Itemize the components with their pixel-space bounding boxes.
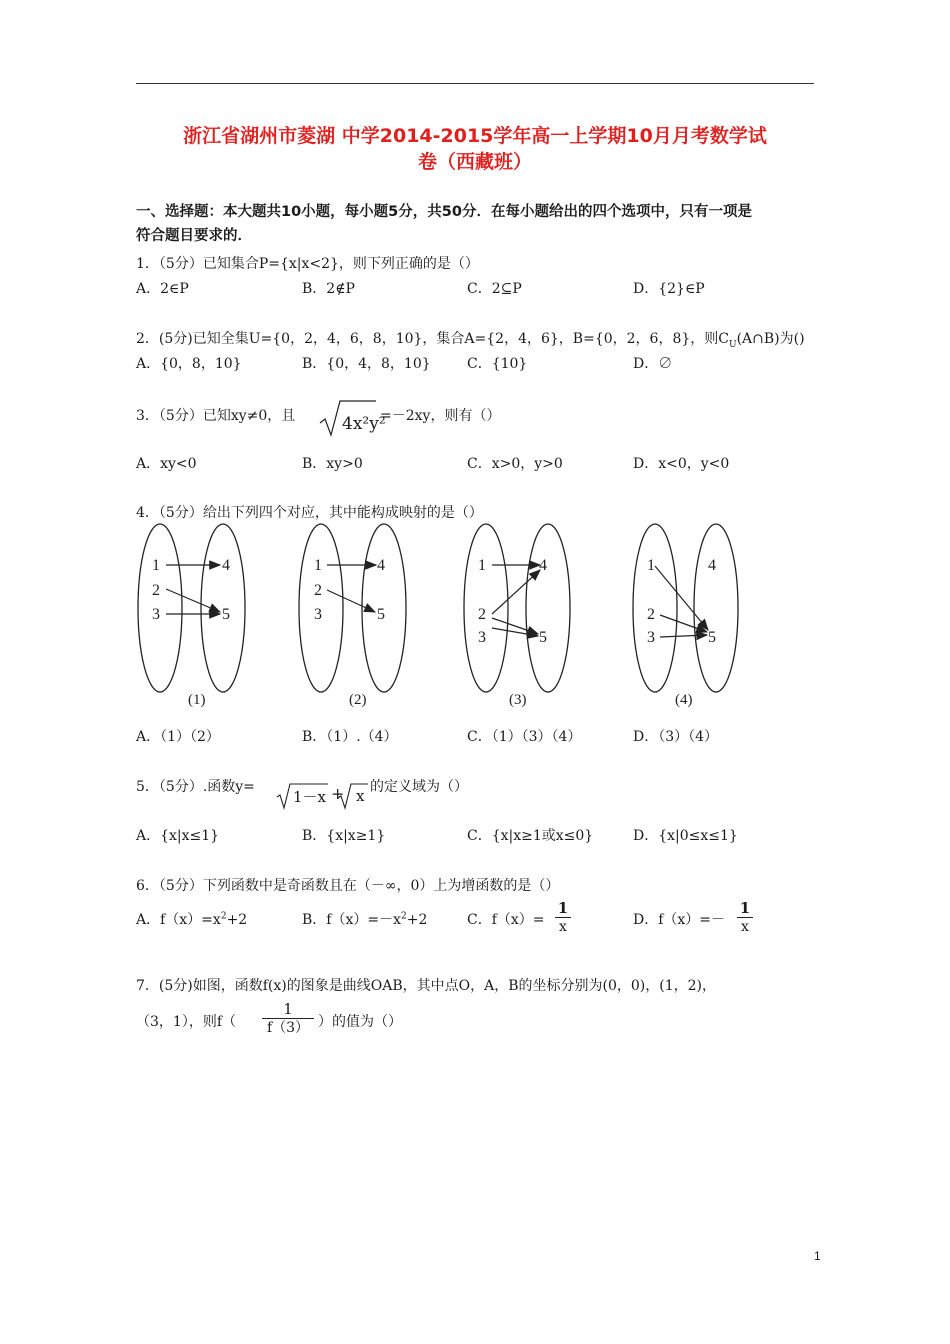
q2-option-a: A．{0，8，10}: [136, 356, 242, 372]
q1-option-a: A．2∈P: [136, 281, 189, 297]
q6-c-numerator: 1: [555, 899, 571, 918]
q5-radicand-1: 1－x: [293, 788, 327, 806]
d4-right-1: 4: [708, 557, 716, 574]
q7-stem-line-1: 7．(5分)如图，函数f(x)的图象是曲线OAB，其中点O，A，B的坐标分别为(0，0)，(1，2)，: [136, 978, 716, 994]
section-heading-line-2: 符合题目要求的．: [136, 228, 252, 244]
q5-stem-pre: 5．（5分）.函数y=: [136, 779, 255, 795]
q4-option-c: C．（1）（3）（4）: [467, 729, 582, 745]
q6-option-a: [136, 909, 247, 929]
d1-right-1: 4: [222, 557, 230, 574]
q6-option-d-fraction: [737, 899, 753, 936]
q6-option-c-pre: C．f（x）=: [467, 912, 545, 928]
q4-option-a: A．（1）（2）: [136, 729, 220, 745]
q2-stem-post: (A∩B)为(): [736, 331, 805, 347]
q7-stem-line-2-post: ）的值为（）: [318, 1014, 402, 1030]
q5-stem-post: 的定义域为（）: [370, 779, 468, 795]
q6-c-denominator: x: [559, 919, 567, 935]
d3-right-2: 5: [539, 629, 547, 646]
q6-b-post: +2: [406, 912, 428, 928]
q7-stem-line-2-pre: （3，1），则f（: [136, 1014, 236, 1030]
section-heading-line-1: 一、选择题：本大题共10小题，每小题5分，共50分．在每小题给出的四个选项中，只有一项是: [136, 204, 752, 220]
q2-option-c: C．{10}: [467, 356, 528, 372]
d3-left-2: 2: [478, 606, 486, 623]
q6-option-c-fraction: [555, 899, 571, 936]
d1-left-3: 3: [152, 606, 160, 623]
q5-option-b: B．{x|x≥1}: [302, 828, 386, 844]
q5-option-d: D．{x|0≤x≤1}: [633, 828, 738, 844]
q6-a-pre: A．f（x）=x: [136, 912, 221, 928]
d2-right-1: 4: [377, 557, 385, 574]
q3-option-c: C．x>0，y>0: [467, 456, 563, 472]
q6-a-post: +2: [226, 912, 248, 928]
d2-right-2: 5: [377, 606, 385, 623]
title-line-1: 浙江省湖州市菱湖 中学2014-2015学年高一上学期10月月考数学试: [183, 125, 767, 147]
q5-plus: +: [331, 784, 345, 803]
d1-left-2: 2: [152, 582, 160, 599]
q3-option-d: D．x<0，y<0: [633, 456, 730, 472]
q1-option-b: B．2∉P: [302, 281, 355, 297]
q6-d-denominator: x: [741, 919, 749, 935]
q2-stem-sub: U: [728, 339, 737, 350]
q7-denominator: f（3）: [266, 1020, 310, 1036]
d1-right-2: 5: [222, 606, 230, 623]
q5-option-c: C．{x|x≥1或x≤0}: [467, 828, 594, 844]
q4-diagram-3: [464, 524, 570, 708]
q4-diagram-4: [633, 524, 738, 708]
q2-stem-pre: 2．(5分)已知全集U={0，2，4，6，8，10}，集合A={2，4，6}，B={0，2，6，8}，则C: [136, 331, 729, 347]
q2-option-b: B．{0，4，8，10}: [302, 356, 431, 372]
d3-left-1: 1: [478, 557, 486, 574]
q4-diagram-1: [138, 524, 245, 708]
d4-left-1: 1: [647, 557, 655, 574]
q6-b-pre: B．f（x）=－x: [302, 912, 401, 928]
header-rule: [136, 83, 814, 84]
q4-mapping-diagrams: [128, 520, 758, 720]
q1-option-c: C．2⊆P: [467, 281, 522, 297]
q3-radicand: 4x²y²: [342, 414, 386, 434]
page-number: 1: [814, 1249, 821, 1263]
q5-radicand-2: x: [356, 787, 365, 805]
q4-diagram-2: [299, 524, 406, 708]
d3-right-1: 4: [539, 557, 547, 574]
q6-a-sup: 2: [220, 911, 227, 922]
q5-option-a: A．{x|x≤1}: [136, 828, 220, 844]
q4-option-b: B．（1）.（4）: [302, 729, 398, 745]
q2-stem: [136, 328, 805, 350]
q1-option-d: D．{2}∈P: [633, 281, 705, 297]
d4-left-3: 3: [647, 629, 655, 646]
d1-caption: (1): [188, 692, 206, 708]
q6-b-sup: 2: [401, 911, 407, 922]
q4-option-d: D．（3）（4）: [633, 729, 719, 745]
d2-left-2: 2: [314, 582, 322, 599]
q6-option-d-pre: D．f（x）=－: [633, 912, 726, 928]
d4-left-2: 2: [647, 606, 655, 623]
d4-right-2: 5: [708, 629, 716, 646]
q4-stem: 4．（5分）给出下列四个对应，其中能构成映射的是（）: [136, 505, 483, 521]
title-line-2: 卷（西藏班）: [417, 151, 532, 173]
q2-option-d: D．∅: [633, 356, 673, 372]
q3-option-a: A．xy<0: [136, 456, 197, 472]
q6-stem: 6．（5分）下列函数中是奇函数且在（－∞，0）上为增函数的是（）: [136, 878, 560, 894]
d3-left-3: 3: [478, 629, 486, 646]
d4-caption: (4): [675, 692, 693, 708]
q6-d-numerator: 1: [737, 899, 753, 918]
q3-stem-post: =－2xy，则有（）: [380, 408, 501, 424]
q7-fraction: [262, 1000, 314, 1037]
q1-stem: 1．（5分）已知集合P={x|x<2}，则下列正确的是（）: [136, 256, 479, 272]
q6-option-b: [302, 909, 427, 929]
d3-caption: (3): [509, 692, 527, 708]
q7-numerator: 1: [262, 1000, 314, 1019]
d2-caption: (2): [349, 692, 367, 708]
d1-left-1: 1: [152, 557, 160, 574]
d2-left-1: 1: [314, 557, 322, 574]
q3-stem-pre: 3．（5分）已知xy≠0，且: [136, 408, 296, 424]
d2-left-3: 3: [314, 606, 322, 623]
q3-option-b: B．xy>0: [302, 456, 363, 472]
